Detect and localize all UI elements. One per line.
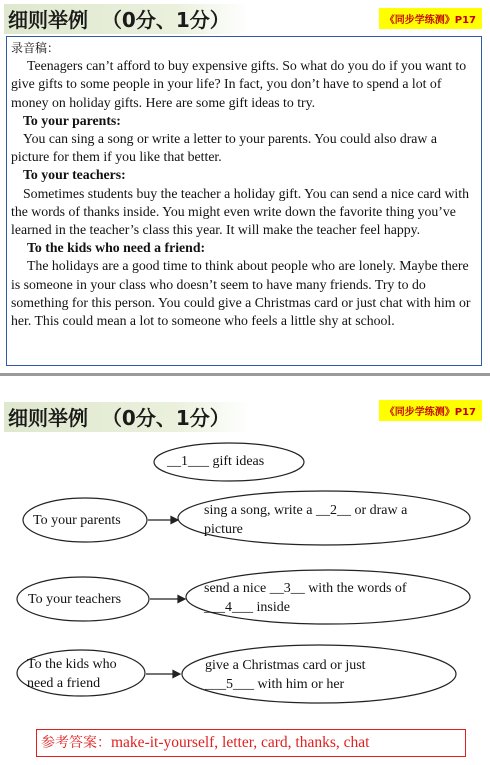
answer-box	[36, 729, 466, 757]
top-node-text: __1___ gift ideas	[167, 454, 265, 469]
slide-title: 细则举例 （0分、1分）	[8, 8, 230, 32]
answer-text: make-it-yourself, letter, card, thanks, chat	[111, 734, 370, 751]
slide-title: 细则举例 （0分、1分）	[8, 406, 230, 430]
arrowhead-teachers	[178, 596, 185, 603]
arrowhead-parents	[171, 517, 178, 524]
source-badge: 《同步学练测》P17	[379, 8, 482, 29]
row-kids-right: give a Christmas card or just ___5___ with him or her	[205, 658, 366, 692]
paragraph-teachers: Sometimes students buy the teacher a holiday gift. You can send a nice card with the words of thanks inside. You might even write down the favorite thing you’ve learned in the teacher’s class this year. It will make the teacher feel happy.	[11, 185, 469, 238]
row-kids-left: To the kids who need a friend	[27, 657, 117, 691]
heading-kids: To the kids who need a friend:	[27, 240, 206, 256]
answer-label: 参考答案：	[41, 735, 111, 751]
row-teachers-left: To your teachers	[28, 592, 122, 607]
paragraph-parents: You can sing a song or write a letter to your parents. You could also draw a picture for them if you like that better.	[11, 131, 437, 165]
transcript-label: 录音稿：	[11, 41, 60, 55]
heading-teachers: To your teachers:	[23, 167, 126, 183]
row-parents-right: sing a song, write a __2__ or draw a picture	[204, 503, 408, 537]
arrowhead-kids	[173, 671, 180, 678]
intro-paragraph: Teenagers can’t afford to buy expensive gifts. So what do you do if you want to give gifts to some people in your life? In fact, you don’t have to spend a lot of money on holiday gifts. Here are some gift ideas to try.	[11, 58, 467, 110]
row-parents-left: To your parents	[33, 513, 121, 528]
row-teachers-right: send a nice __3__ with the words of ___4___ inside	[204, 581, 407, 615]
heading-parents: To your parents:	[23, 112, 121, 128]
source-badge: 《同步学练测》P17	[379, 400, 482, 421]
paragraph-kids: The holidays are a good time to think about people who are lonely. Maybe there is someone in your class who doesn’t seem to have many friends. Try to do something for this person. You could give a Christmas card or just chat with him or her. This could mean a lot to someone who feels a little shy at school.	[11, 258, 471, 329]
